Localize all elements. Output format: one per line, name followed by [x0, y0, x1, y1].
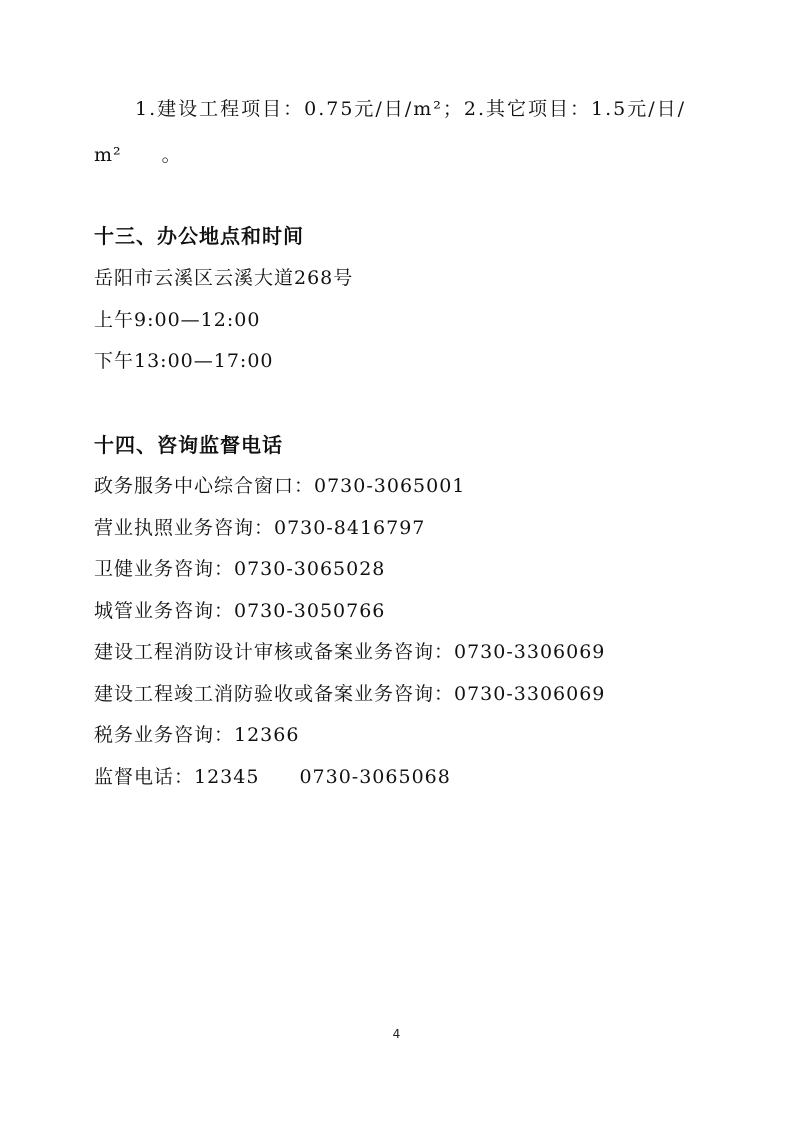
contact-line: 城管业务咨询：0730-3050766: [94, 600, 386, 622]
section-heading-office-location-hours: 十三、办公地点和时间: [94, 224, 304, 248]
contact-line: 营业执照业务咨询：0730-8416797: [94, 517, 426, 539]
contact-line: 卫健业务咨询：0730-3065028: [94, 558, 386, 580]
office-address: 岳阳市云溪区云溪大道268号: [94, 267, 354, 289]
office-hours-afternoon: 下午13:00—17:00: [94, 350, 274, 372]
contact-line: 政务服务中心综合窗口：0730-3065001: [94, 475, 466, 497]
contact-line: 税务业务咨询：12366: [94, 724, 300, 746]
contact-line: 建设工程竣工消防验收或备案业务咨询：0730-3306069: [94, 683, 606, 705]
contact-line: 建设工程消防设计审核或备案业务咨询：0730-3306069: [94, 641, 606, 663]
fee-rate-line-continued: m² 。: [94, 144, 182, 166]
page-number: 4: [392, 1027, 401, 1041]
office-hours-morning: 上午9:00—12:00: [94, 309, 261, 331]
section-heading-consultation-phones: 十四、咨询监督电话: [94, 433, 283, 457]
fee-rate-line: 1.建设工程项目：0.75元/日/m²；2.其它项目：1.5元/日/: [135, 98, 687, 120]
contact-line: 监督电话：12345 0730-3065068: [94, 766, 451, 788]
